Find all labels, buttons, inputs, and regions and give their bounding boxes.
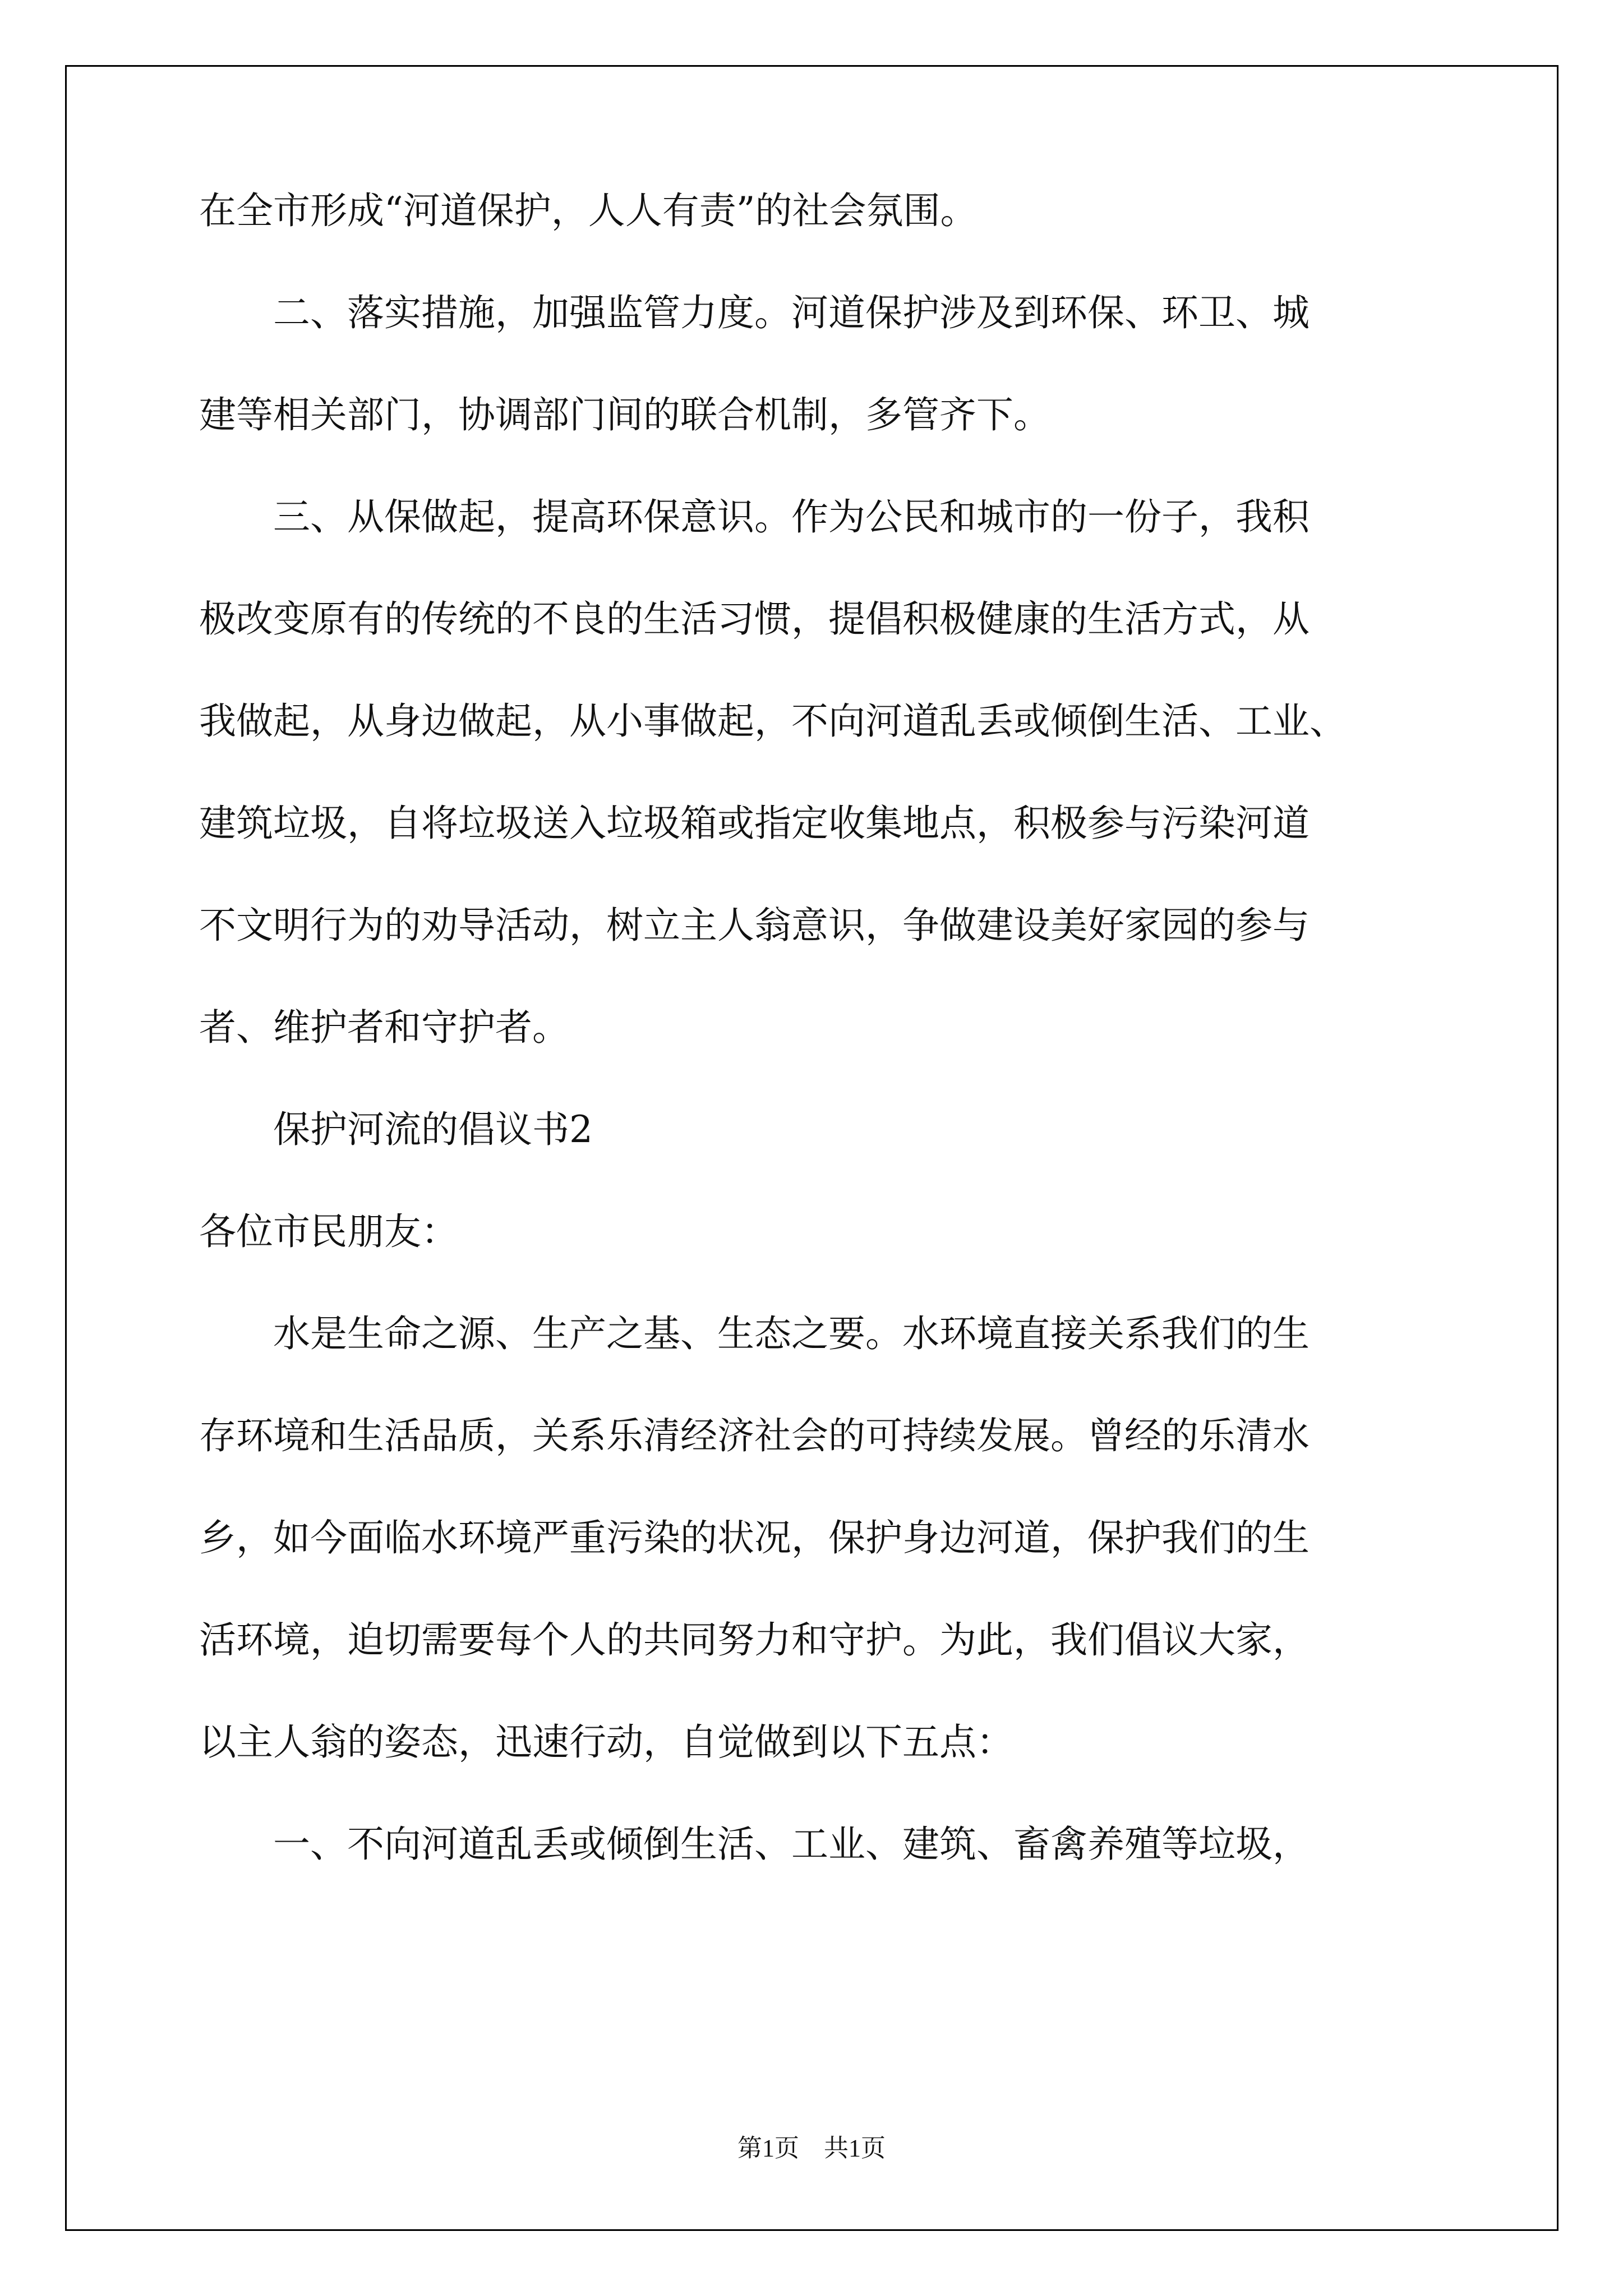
text-line: 三、从保做起，提高环保意识。作为公民和城市的一份子，我积	[199, 495, 1310, 539]
page-number-footer: 第1页 共1页	[737, 2134, 886, 2162]
text-line: 一、不向河道乱丢或倾倒生活、工业、建筑、畜禽养殖等垃圾，	[199, 1823, 1310, 1866]
text-line: 者、维护者和守护者。	[199, 1006, 569, 1049]
text-line: 水是生命之源、生产之基、生态之要。水环境直接关系我们的生	[199, 1312, 1310, 1355]
text-line: 我做起，从身边做起，从小事做起，不向河道乱丢或倾倒生活、工业、	[199, 700, 1347, 743]
text-line: 建等相关部门，协调部门间的联合机制，多管齐下。	[199, 393, 1050, 436]
text-line: 极改变原有的传统的不良的生活习惯，提倡积极健康的生活方式，从	[199, 597, 1310, 641]
text-line: 不文明行为的劝导活动，树立主人翁意识，争做建设美好家园的参与	[199, 904, 1310, 947]
text-line: 建筑垃圾，自将垃圾送入垃圾箱或指定收集地点，积极参与污染河道	[199, 802, 1310, 845]
text-line: 乡，如今面临水环境严重污染的状况，保护身边河道，保护我们的生	[199, 1516, 1310, 1559]
salutation: 各位市民朋友：	[199, 1210, 458, 1253]
text-line: 二、落实措施，加强监管力度。河道保护涉及到环保、环卫、城	[199, 291, 1310, 334]
text-line: 以主人翁的姿态，迅速行动，自觉做到以下五点：	[199, 1720, 1013, 1764]
text-line: 活环境，迫切需要每个人的共同努力和守护。为此，我们倡议大家，	[199, 1618, 1310, 1662]
section-heading: 保护河流的倡议书2	[199, 1108, 593, 1151]
text-line: 在全市形成“河道保护，人人有责”的社会氛围。	[199, 189, 978, 232]
text-line: 存环境和生活品质，关系乐清经济社会的可持续发展。曾经的乐清水	[199, 1414, 1310, 1457]
